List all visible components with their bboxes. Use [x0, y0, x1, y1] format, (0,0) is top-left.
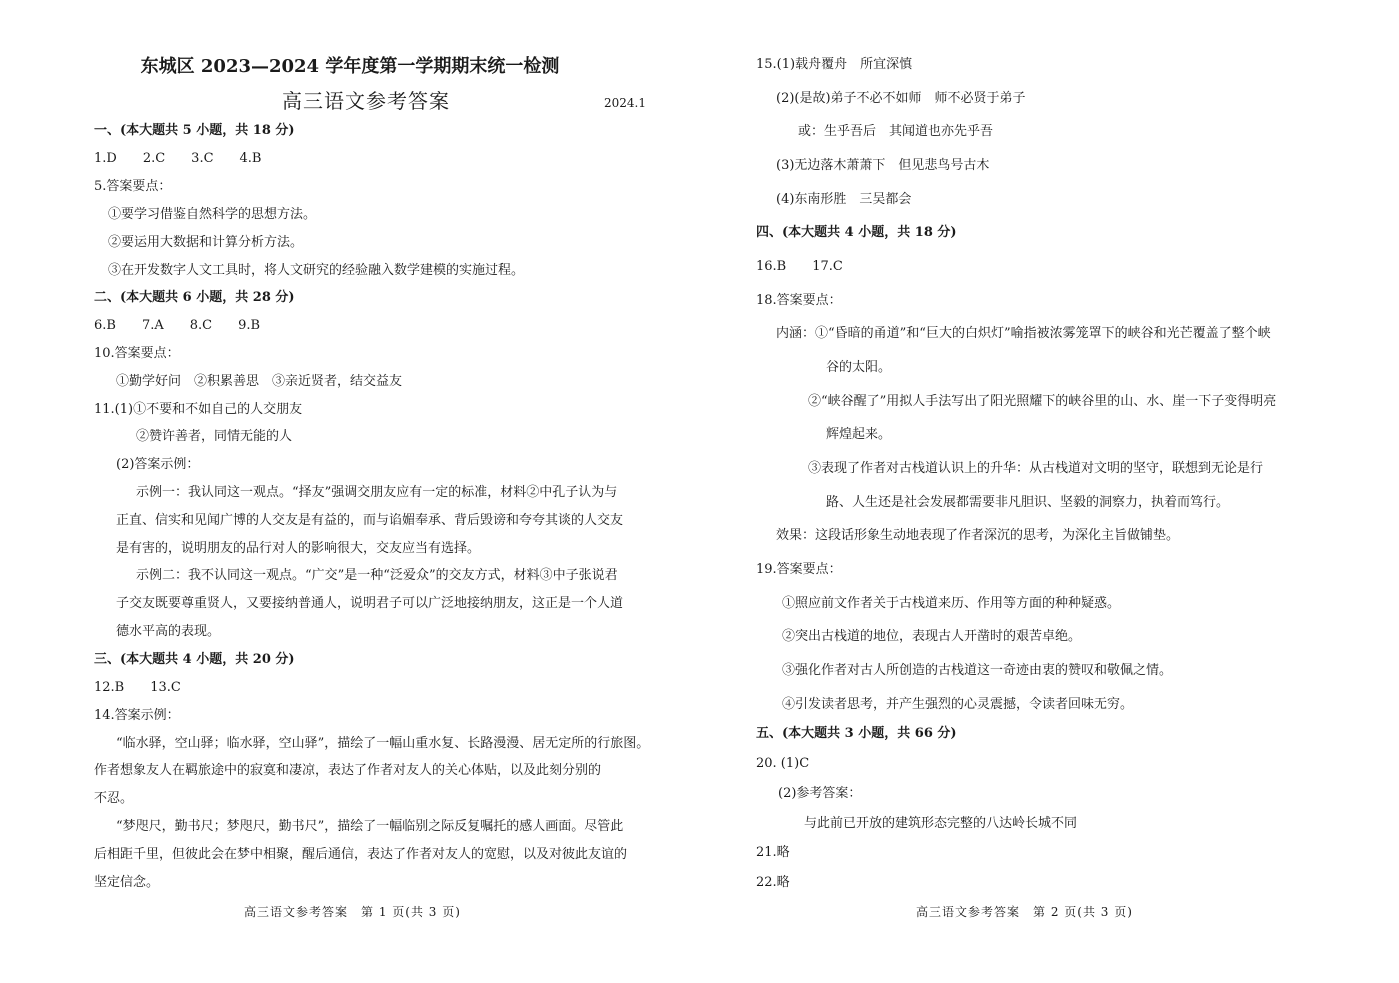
answer-line: (2)答案示例：	[116, 457, 200, 472]
page-title: 高三语文参考答案	[282, 89, 450, 113]
answer-line: 与此前已开放的建筑形态完整的八达岭长城不同	[804, 816, 1078, 831]
answer-line: (4)东南形胜 三吴都会	[776, 192, 912, 207]
answer-line: ①勤学好问 ②积累善思 ③亲近贤者，结交益友	[116, 374, 403, 389]
answer-line: 6.B 7.A 8.C 9.B	[94, 318, 261, 333]
answer-line: ①照应前文作者关于古栈道来历、作用等方面的种种疑惑。	[782, 596, 1121, 611]
section-heading-1: 一、(本大题共 5 小题，共 18 分)	[94, 123, 295, 138]
answer-line: 16.B 17.C	[756, 259, 843, 274]
answer-line: ②要运用大数据和计算分析方法。	[108, 235, 304, 250]
answer-line: 正直、信实和见闻广博的人交友是有益的，而与谄媚奉承、背后毁谤和夸夸其谈的人交友	[116, 513, 624, 528]
answer-line: 5.答案要点：	[94, 179, 172, 194]
answer-line: 1.D 2.C 3.C 4.B	[94, 151, 262, 166]
section-heading-4: 四、(本大题共 4 小题，共 18 分)	[756, 225, 957, 240]
answer-line: 18.答案要点：	[756, 293, 842, 308]
answer-line: 作者想象友人在羁旅途中的寂寞和凄凉，表达了作者对友人的关心体贴，以及此刻分别的	[94, 763, 602, 778]
section-heading-3: 三、(本大题共 4 小题，共 20 分)	[94, 652, 295, 667]
answer-line: 路、人生还是社会发展都需要非凡胆识、坚毅的洞察力，执着而笃行。	[826, 495, 1230, 510]
answer-line: (2)参考答案：	[778, 786, 862, 801]
answer-line: ④引发读者思考，并产生强烈的心灵震撼，令读者回味无穷。	[782, 697, 1134, 712]
answer-line: 10.答案要点：	[94, 346, 180, 361]
answer-line: 14.答案示例：	[94, 708, 180, 723]
answer-line: ②赞许善者，同情无能的人	[136, 429, 293, 444]
answer-line: 或：生乎吾后 其闻道也亦先乎吾	[798, 124, 994, 139]
answer-line: 效果：这段话形象生动地表现了作者深沉的思考，为深化主旨做铺垫。	[776, 528, 1180, 543]
answer-line: (2)(是故)弟子不必不如师 师不必贤于弟子	[776, 91, 1026, 106]
answer-line: ②“峡谷醒了”用拟人手法写出了阳光照耀下的峡谷里的山、水、崖一下子变得明亮	[808, 394, 1277, 409]
answer-line: 谷的太阳。	[826, 360, 892, 375]
answer-line: ②突出古栈道的地位，表现古人开凿时的艰苦卓绝。	[782, 629, 1082, 644]
answer-line: 11.(1)①不要和不如自己的人交朋友	[94, 402, 303, 417]
answer-line: ③表现了作者对古栈道认识上的升华：从古栈道对文明的坚守，联想到无论是行	[808, 461, 1264, 476]
answer-line: (3)无边落木萧萧下 但见悲鸟号古木	[776, 158, 990, 173]
answer-line: 21.略	[756, 845, 790, 860]
answer-line: ③在开发数字人文工具时，将人文研究的经验融入数学建模的实施过程。	[108, 263, 525, 278]
page-footer: 高三语文参考答案 第 2 页(共 3 页)	[916, 905, 1133, 919]
exam-title: 东城区 2023—2024 学年度第一学期期末统一检测	[140, 56, 560, 77]
answer-line: 是有害的，说明朋友的品行对人的影响很大，交友应当有选择。	[116, 541, 481, 556]
answer-line: 辉煌起来。	[826, 427, 892, 442]
answer-line: 15.(1)载舟覆舟 所宜深慎	[756, 57, 913, 72]
exam-date: 2024.1	[604, 96, 646, 110]
page-footer: 高三语文参考答案 第 1 页(共 3 页)	[244, 905, 461, 919]
section-heading-2: 二、(本大题共 6 小题，共 28 分)	[94, 290, 295, 305]
answer-page-2	[700, 0, 1399, 983]
answer-line: “临水驿，空山驿；临水驿，空山驿”，描绘了一幅山重水复、长路漫漫、居无定所的行旅图。	[116, 736, 650, 751]
answer-line: ③强化作者对古人所创造的古栈道这一奇迹由衷的赞叹和敬佩之情。	[782, 663, 1173, 678]
answer-line: 12.B 13.C	[94, 680, 181, 695]
answer-line: 20. (1)C	[756, 756, 810, 771]
answer-line: 内涵：①“昏暗的甬道”和“巨大的白炽灯”喻指被浓雾笼罩下的峡谷和光芒覆盖了整个峡	[776, 326, 1271, 341]
answer-line: 后相距千里，但彼此会在梦中相聚，醒后通信，表达了作者对友人的宽慰，以及对彼此友谊的	[94, 847, 628, 862]
answer-line: “梦咫尺，勤书尺；梦咫尺，勤书尺”，描绘了一幅临别之际反复嘱托的感人画面。尽管此	[116, 819, 624, 834]
answer-line: 示例二：我不认同这一观点。“广交”是一种“泛爱众”的交友方式，材料③中子张说君	[136, 568, 618, 583]
answer-line: ①要学习借鉴自然科学的思想方法。	[108, 207, 317, 222]
answer-line: 22.略	[756, 875, 790, 890]
answer-line: 不忍。	[94, 791, 134, 806]
answer-line: 示例一：我认同这一观点。“择友”强调交朋友应有一定的标准，材料②中孔子认为与	[136, 485, 618, 500]
answer-line: 坚定信念。	[94, 875, 160, 890]
answer-line: 子交友既要尊重贤人，又要接纳普通人，说明君子可以广泛地接纳朋友，这正是一个人道	[116, 596, 624, 611]
answer-line: 19.答案要点：	[756, 562, 842, 577]
answer-line: 德水平高的表现。	[116, 624, 221, 639]
section-heading-5: 五、(本大题共 3 小题，共 66 分)	[756, 726, 957, 741]
